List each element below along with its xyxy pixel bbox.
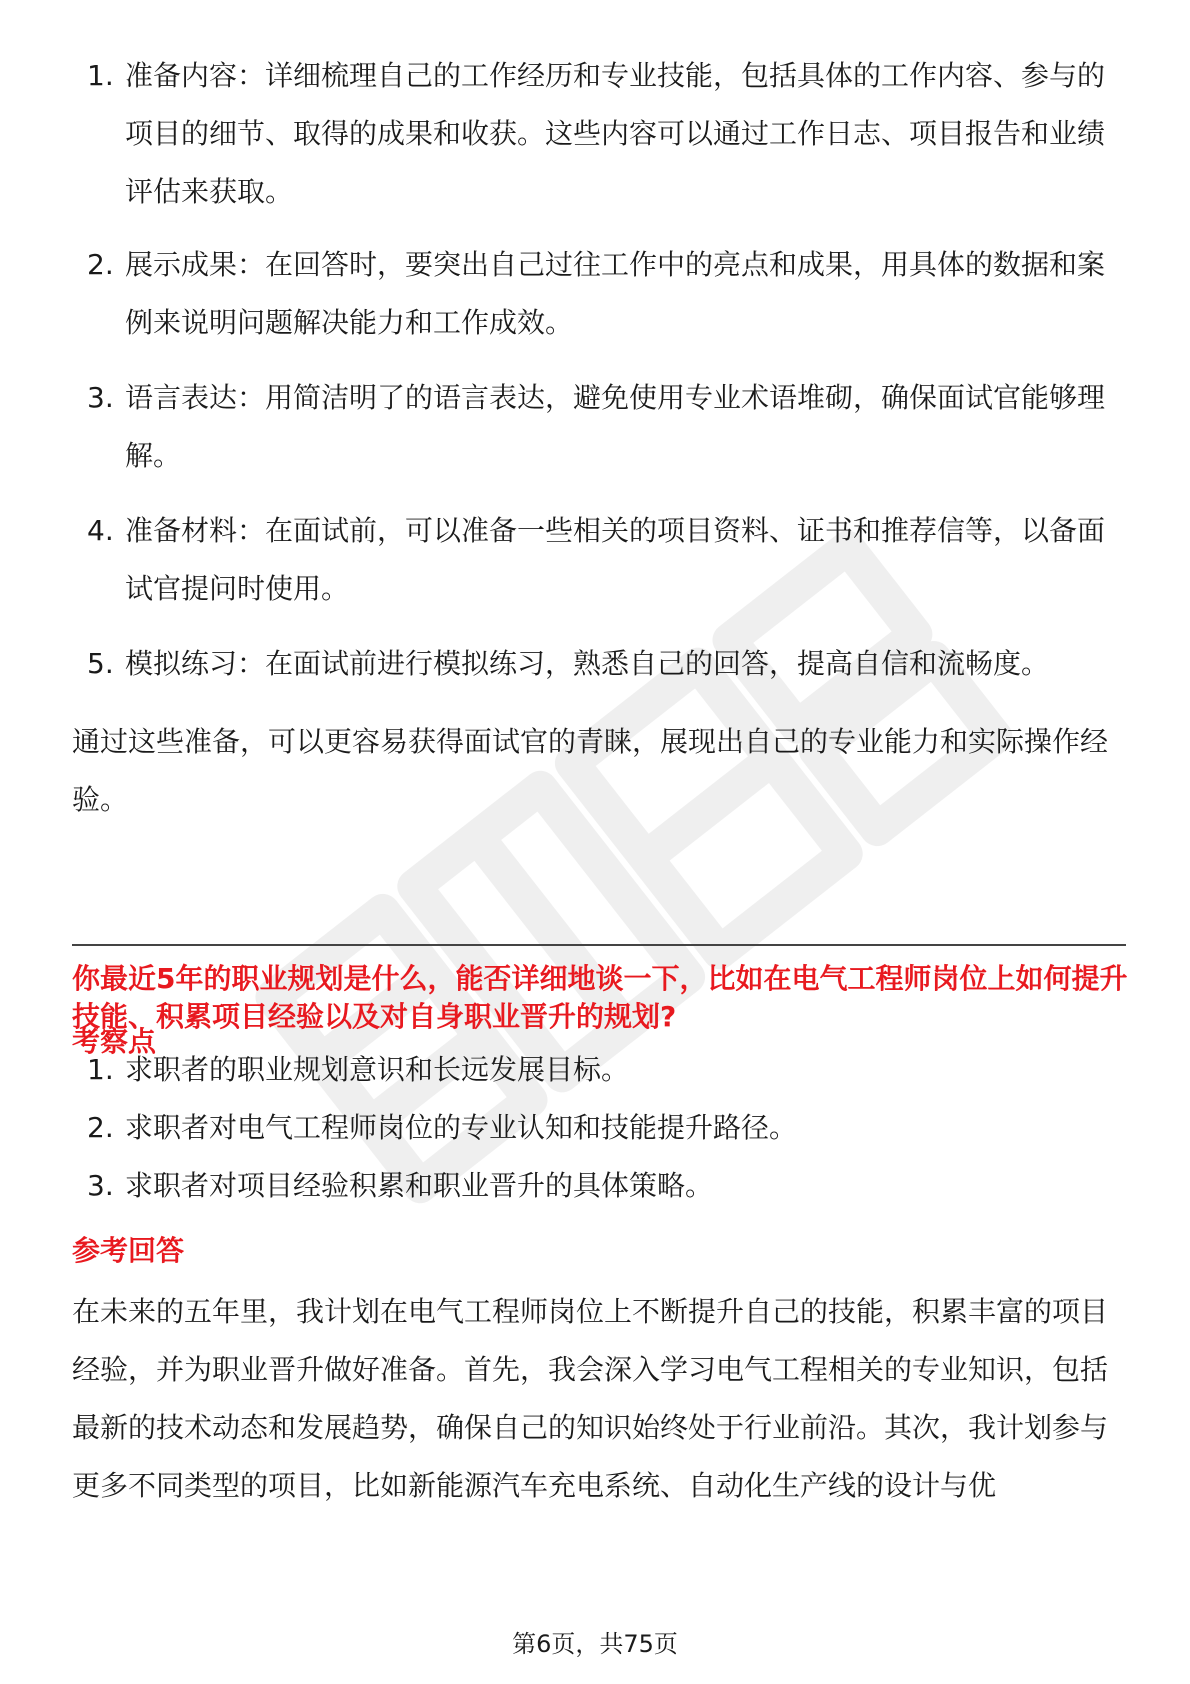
answer-heading: 参考回答	[72, 1234, 185, 1267]
list-number: 3.	[87, 381, 114, 414]
list-text: 求职者对项目经验积累和职业晋升的具体策略。	[125, 1169, 714, 1202]
interview-question: 你最近5年的职业规划是什么，能否详细地谈一下，比如在电气工程师岗位上如何提升技能、积累项目经验以及对自身职业晋升的规划?	[72, 962, 1128, 1033]
list-item	[0, 369, 1190, 502]
answer-paragraph: 在未来的五年里，我计划在电气工程师岗位上不断提升自己的技能，积累丰富的项目经验，并为职业晋升做好准备。首先，我会深入学习电气工程相关的专业知识，包括最新的技术动态和发展趋势，确保自己的知识始终处于行业前沿。其次，我计划参与更多不同类型的项目，比如新能源汽车充电系统、自动化生产线的设计与优	[72, 1295, 1109, 1502]
list-number: 2.	[87, 248, 114, 281]
focus-list	[0, 1041, 1190, 1215]
preparation-list	[0, 47, 1190, 693]
focus-heading: 考察点	[72, 1025, 157, 1058]
list-item	[0, 1041, 1190, 1099]
list-number: 2.	[87, 1111, 114, 1144]
list-number: 4.	[87, 514, 114, 547]
list-text: 模拟练习：在面试前进行模拟练习，熟悉自己的回答，提高自信和流畅度。	[125, 647, 1050, 680]
list-item	[0, 1157, 1190, 1215]
list-text: 展示成果：在回答时，要突出自己过往工作中的亮点和成果，用具体的数据和案例来说明问题解决能力和工作成效。	[125, 248, 1106, 339]
page-footer: 第6页，共75页	[512, 1630, 678, 1658]
list-item	[0, 1099, 1190, 1157]
list-number: 5.	[87, 647, 114, 680]
list-number: 1.	[87, 59, 114, 92]
summary-paragraph: 通过这些准备，可以更容易获得面试官的青睐，展现出自己的专业能力和实际操作经验。	[72, 725, 1109, 816]
list-text: 准备材料：在面试前，可以准备一些相关的项目资料、证书和推荐信等，以备面试官提问时使用。	[125, 514, 1106, 605]
list-text: 准备内容：详细梳理自己的工作经历和专业技能，包括具体的工作内容、参与的项目的细节、取得的成果和收获。这些内容可以通过工作日志、项目报告和业绩评估来获取。	[125, 59, 1106, 208]
list-text: 求职者的职业规划意识和长远发展目标。	[125, 1053, 630, 1086]
list-item	[0, 635, 1190, 693]
section-divider	[72, 944, 1126, 946]
list-item	[0, 502, 1190, 635]
list-item	[0, 47, 1190, 208]
list-number: 3.	[87, 1169, 114, 1202]
list-number: 1.	[87, 1053, 114, 1086]
list-text: 求职者对电气工程师岗位的专业认知和技能提升路径。	[125, 1111, 798, 1144]
list-text: 语言表达：用简洁明了的语言表达，避免使用专业术语堆砌，确保面试官能够理解。	[125, 381, 1106, 472]
list-item	[0, 236, 1190, 369]
